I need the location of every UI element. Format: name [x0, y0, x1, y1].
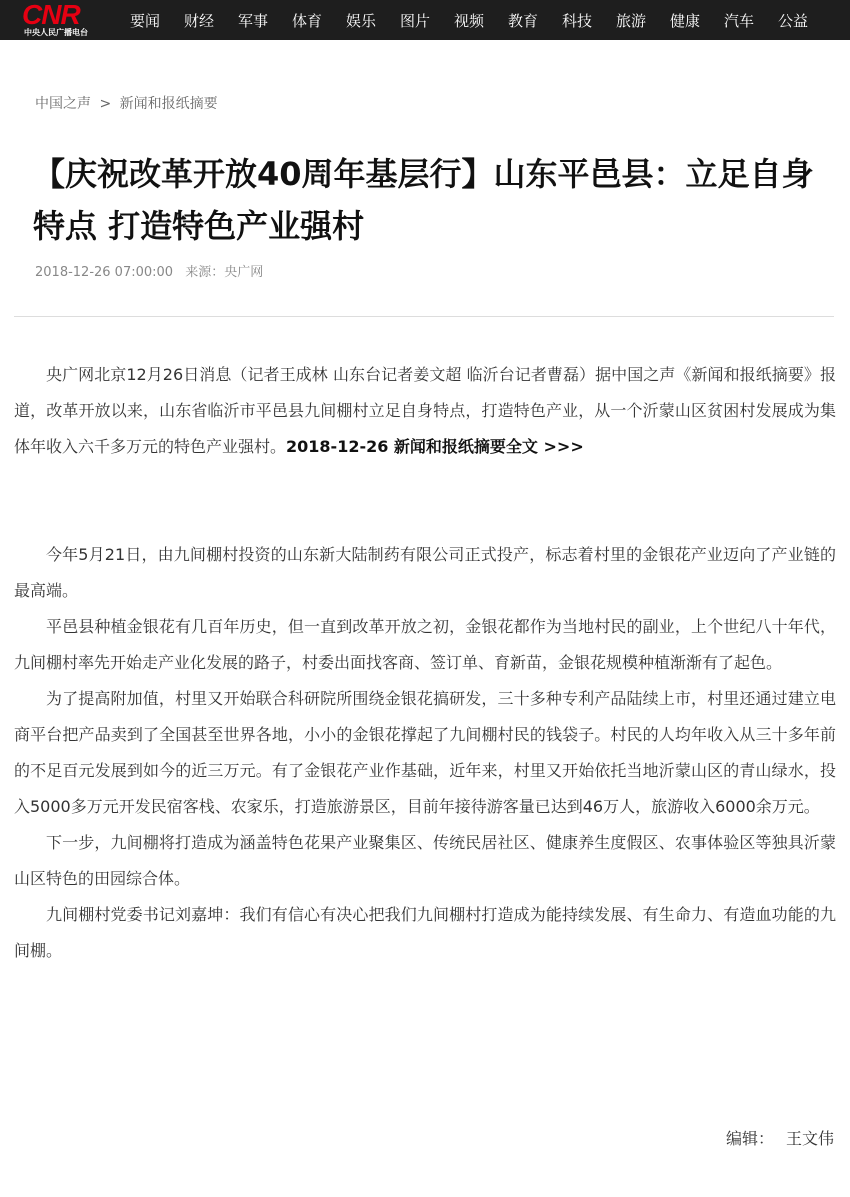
paragraph-4: 下一步，九间棚将打造成为涵盖特色花果产业聚集区、传统民居社区、健康养生度假区、农事体验区等独具沂蒙山区特色的田园综合体。	[14, 833, 836, 888]
editor-label: 编辑：	[725, 1129, 774, 1148]
cnr-logo[interactable]	[22, 2, 102, 38]
top-navigation-bar	[0, 0, 850, 40]
nav-item-travel[interactable]: 旅游	[615, 11, 646, 30]
breadcrumb-current-link[interactable]: 新闻和报纸摘要	[119, 96, 218, 112]
nav-item-news[interactable]: 要闻	[129, 11, 160, 30]
editor-credit	[726, 1126, 834, 1149]
article-body	[14, 357, 836, 969]
paragraph-2: 平邑县种植金银花有几百年历史，但一直到改革开放之初，金银花都作为当地村民的副业，上个世纪八十年代，九间棚村率先开始走产业化发展的路子，村委出面找客商、签订单、育新苗，金银花规模种植渐渐有了起色。	[14, 617, 836, 672]
nav-item-pictures[interactable]: 图片	[399, 11, 430, 30]
paragraph-5: 九间棚村党委书记刘嘉坤：我们有信心有决心把我们九间棚村打造成为能持续发展、有生命力、有造血功能的九间棚。	[14, 905, 836, 960]
nav-item-finance[interactable]: 财经	[183, 11, 214, 30]
nav-item-military[interactable]: 军事	[237, 11, 268, 30]
breadcrumb-separator: >	[99, 96, 112, 112]
lead-text: 央广网北京12月26日消息（记者王成林 山东台记者姜文超 临沂台记者曹磊）据中国之声《新闻和报纸摘要》报道，改革开放以来，山东省临沂市平邑县九间棚村立足自身特点，打造特色产业，从一个沂蒙山区贫困村发展成为集体年收入六千多万元的特色产业强村。	[14, 365, 836, 456]
nav-item-auto[interactable]: 汽车	[723, 11, 754, 30]
nav-item-charity[interactable]: 公益	[777, 11, 808, 30]
article-title: 【庆祝改革开放40周年基层行】山东平邑县：立足自身特点 打造特色产业强村	[33, 155, 814, 245]
nav-item-health[interactable]: 健康	[669, 11, 700, 30]
nav-item-education[interactable]: 教育	[507, 11, 538, 30]
logo-text: CNR	[22, 0, 80, 30]
title-divider	[14, 316, 834, 317]
paragraph-3: 为了提高附加值，村里又开始联合科研院所围绕金银花搞研发，三十多种专利产品陆续上市，村里还通过建立电商平台把产品卖到了全国甚至世界各地，小小的金银花撑起了九间棚村民的钱袋子。村民的人均年收入从三十多年前的不足百元发展到如今的近三万元。有了金银花产业作基础，近年来，村里又开始依托当地沂蒙山区的青山绿水，投入5000多万元开发民宿客栈、农家乐，打造旅游景区，目前年接待游客量已达到46万人，旅游收入6000余万元。	[14, 689, 836, 816]
article-datetime: 2018-12-26 07:00:00	[35, 265, 174, 280]
article-source: 来源：央广网	[185, 265, 264, 280]
main-nav	[118, 0, 820, 40]
nav-item-video[interactable]: 视频	[453, 11, 484, 30]
editor-name: 王文伟	[785, 1129, 834, 1148]
breadcrumb	[35, 93, 222, 113]
lead-paragraph	[14, 357, 836, 465]
logo-subtitle: 中央人民广播电台	[24, 28, 88, 37]
paragraph-gap	[14, 465, 836, 537]
nav-item-sports[interactable]: 体育	[291, 11, 322, 30]
article-meta	[35, 261, 271, 280]
paragraph-1: 今年5月21日，由九间棚村投资的山东新大陆制药有限公司正式投产，标志着村里的金银花产业迈向了产业链的最高端。	[14, 545, 836, 600]
nav-item-entertainment[interactable]: 娱乐	[345, 11, 376, 30]
full-text-link[interactable]: 2018-12-26 新闻和报纸摘要全文 >>>	[286, 437, 584, 456]
breadcrumb-home-link[interactable]: 中国之声	[35, 96, 91, 112]
nav-item-tech[interactable]: 科技	[561, 11, 592, 30]
